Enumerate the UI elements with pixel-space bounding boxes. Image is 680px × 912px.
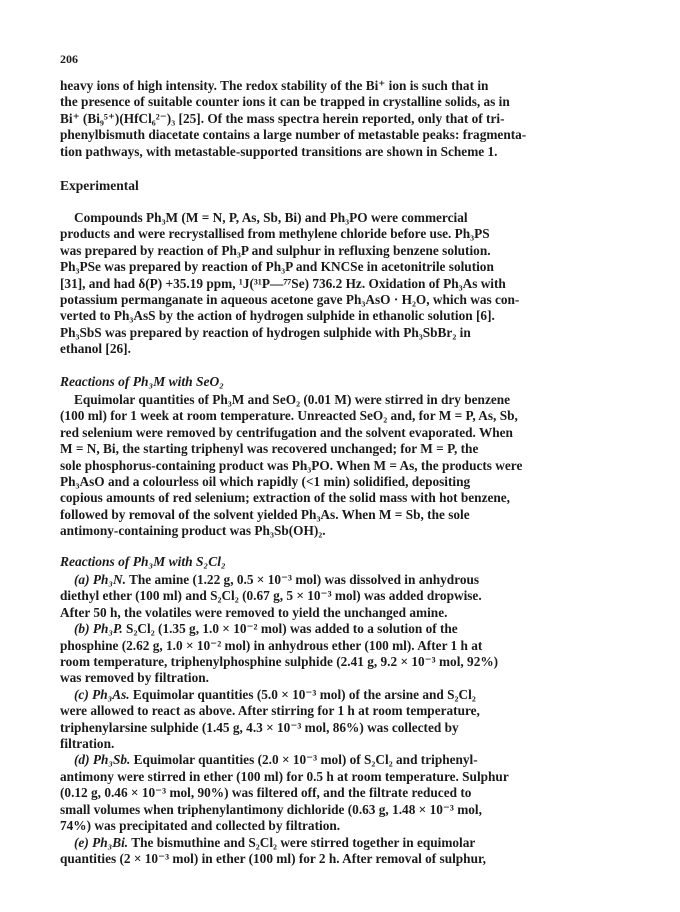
text-line: (100 ml) for 1 week at room temperature. Unreacted SeO₂ and, for M = P, As, Sb,	[60, 408, 518, 424]
text-line: room temperature, triphenylphosphine sulphide (2.41 g, 9.2 × 10⁻³ mol, 92%)	[60, 654, 499, 670]
text-line	[60, 572, 620, 588]
text-line: the presence of suitable counter ions it can be trapped in crystalline solids, as in	[60, 94, 510, 110]
text-line: antimony were stirred in ether (100 ml) for 0.5 h at room temperature. Sulphur	[60, 768, 509, 784]
s2cl2-paragraphs	[60, 572, 620, 867]
section-heading-experimental: Experimental	[60, 178, 139, 193]
text-line	[60, 835, 620, 851]
text-line: was prepared by reaction of Ph₃P and sulphur in refluxing benzene solution.	[60, 242, 491, 258]
subsection-heading-seo2: Reactions of Ph₃M with SeO₂	[60, 374, 224, 389]
text-line: Compounds Ph₃M (M = N, P, As, Sb, Bi) and Ph₃PO were commercial	[74, 210, 468, 225]
text-line: triphenylarsine sulphide (1.45 g, 4.3 × 10⁻³ mol, 86%) was collected by	[60, 719, 459, 735]
text-line: red selenium were removed by centrifugation and the solvent evaporated. When	[60, 424, 513, 440]
text-line	[60, 621, 620, 637]
text-line: followed by removal of the solvent yielded Ph₃As. When M = Sb, the sole	[60, 506, 470, 522]
text-line: sole phosphorus-containing product was Ph₃PO. When M = As, the products were	[60, 457, 523, 473]
intro-paragraph	[60, 78, 620, 160]
text-line: heavy ions of high intensity. The redox stability of the Bi⁺ ion is such that in	[60, 78, 489, 93]
item-label: (e) Ph₃Bi.	[74, 834, 129, 850]
text-line: products and were recrystallised from methylene chloride before use. Ph₃PS	[60, 226, 490, 242]
text-line: phenylbismuth diacetate contains a large number of metastable peaks: fragmenta-	[60, 127, 527, 143]
text-line: Ph₃PSe was prepared by reaction of Ph₃P and KNCSe in acetonitrile solution	[60, 259, 494, 275]
page-number: 206	[60, 52, 78, 66]
text-line: Bi⁺ (Bi₉⁵⁺)(HfCl₆²⁻)₃ [25]. Of the mass spectra herein reported, only that of tri-	[60, 110, 505, 126]
text-span: Equimolar quantities (2.0 × 10⁻³ mol) of S₂Cl₂ and triphenyl-	[130, 752, 478, 768]
text-line: verted to Ph₃AsS by the action of hydrogen sulphide in ethanolic solution [6].	[60, 308, 495, 324]
text-line: [31], and had δ(P) +35.19 ppm, ¹J(³¹P—⁷⁷Se) 736.2 Hz. Oxidation of Ph₃As with	[60, 275, 506, 291]
text-line: M = N, Bi, the starting triphenyl was recovered unchanged; for M = P, the	[60, 441, 479, 457]
text-line: quantities (2 × 10⁻³ mol) in ether (100 ml) for 2 h. After removal of sulphur,	[60, 850, 486, 866]
text-line	[60, 687, 620, 703]
text-line	[60, 752, 620, 768]
text-line: ethanol [26].	[60, 341, 131, 357]
text-line: were allowed to react as above. After stirring for 1 h at room temperature,	[60, 703, 480, 719]
experimental-paragraph	[60, 210, 620, 358]
text-line: Ph₃AsO and a colourless oil which rapidly (<1 min) solidified, depositing	[60, 474, 471, 490]
item-label: (a) Ph₃N.	[74, 572, 126, 587]
text-line: was removed by filtration.	[60, 670, 209, 686]
item-label: (d) Ph₃Sb.	[74, 752, 131, 768]
item-label: (c) Ph₃As.	[74, 686, 130, 702]
text-line: small volumes when triphenylantimony dichloride (0.63 g, 1.48 × 10⁻³ mol,	[60, 801, 482, 817]
text-line: After 50 h, the volatiles were removed to yield the unchanged amine.	[60, 604, 448, 620]
text-line: potassium permanganate in aqueous acetone gave Ph₃AsO · H₂O, which was con-	[60, 292, 520, 308]
text-span: Equimolar quantities (5.0 × 10⁻³ mol) of the arsine and S₂Cl₂	[129, 686, 476, 702]
text-line: diethyl ether (100 ml) and S₂Cl₂ (0.67 g, 5 × 10⁻³ mol) was added dropwise.	[60, 588, 482, 604]
text-span: The bismuthine and S₂Cl₂ were stirred together in equimolar	[128, 834, 476, 850]
text-line: phosphine (2.62 g, 1.0 × 10⁻² mol) in anhydrous ether (100 ml). After 1 h at	[60, 637, 483, 653]
text-line: antimony-containing product was Ph₃Sb(OH)₂.	[60, 523, 326, 539]
text-line: tion pathways, with metastable-supported transitions are shown in Scheme 1.	[60, 143, 498, 159]
item-label: (b) Ph₃P.	[74, 621, 123, 637]
seo2-paragraph	[60, 392, 620, 540]
text-line: Ph₃SbS was prepared by reaction of hydrogen sulphide with Ph₃SbBr₂ in	[60, 324, 471, 340]
text-line: 74%) was precipitated and collected by filtration.	[60, 818, 341, 834]
text-line: Equimolar quantities of Ph₃M and SeO₂ (0.01 M) were stirred in dry benzene	[74, 392, 511, 407]
subsection-heading-s2cl2: Reactions of Ph₃M with S₂Cl₂	[60, 554, 226, 569]
text-line: copious amounts of red selenium; extraction of the solid mass with hot benzene,	[60, 490, 510, 506]
text-line: (0.12 g, 0.46 × 10⁻³ mol, 90%) was filtered off, and the filtrate reduced to	[60, 785, 472, 801]
text-span: S₂Cl₂ (1.35 g, 1.0 × 10⁻² mol) was added to a solution of the	[122, 621, 458, 637]
text-line: filtration.	[60, 736, 115, 752]
text-span: The amine (1.22 g, 0.5 × 10⁻³ mol) was dissolved in anhydrous	[125, 572, 480, 587]
